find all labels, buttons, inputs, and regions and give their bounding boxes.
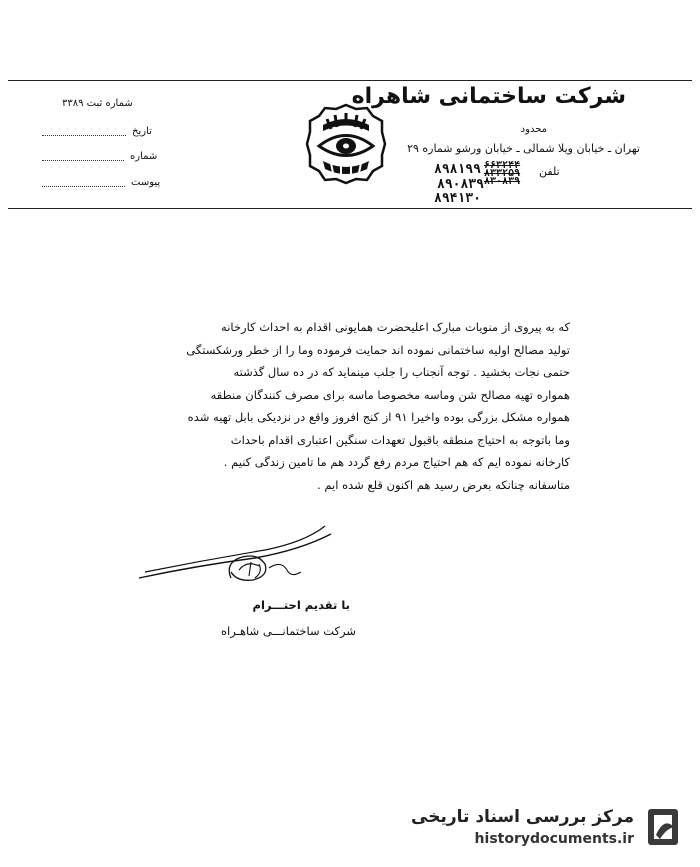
letter-line: متاسفانه چنانکه بعرض رسید هم اکنون قلع شده ایم .: [317, 477, 570, 492]
letter-line: حتمی نجات بخشید . توجه آنجناب را جلب مینماید که در ده سال گذشته: [233, 365, 570, 379]
company-address: تهران ـ خیابان ویلا شمالی ـ خیابان ورشو شماره ۲۹: [407, 142, 640, 155]
letter-line: تولید مصالح اولیه ساختمانی نموده اند حمایت فرموده وما را از خطر ورشکستگی: [186, 342, 570, 357]
letter-line: وما باتوجه به احتیاج منطقه باقبول تعهدات سنگین اعتباری اقدام باحداث: [230, 432, 570, 447]
registration-number: شماره ثبت ۳۳۸۹: [62, 98, 133, 109]
letter-line: همواره تهیه مصالح شن وماسه مخصوصا ماسه برای مصرف کنندگان منطقه: [210, 387, 570, 402]
number-label: شماره: [130, 151, 158, 162]
company-name: شرکت ساختمانی شاهراه: [351, 84, 626, 109]
phone-struck-2: ۸۳۳۲۵۹: [484, 168, 521, 179]
letter-body: [120, 316, 570, 496]
closing-company: شرکت ساختمانـــی شاهـراه: [221, 624, 356, 638]
letter-line: همواره مشکل بزرگی بوده واخیرا ۹۱ از کنج افروز واقع در نزدیکی بابل تهیه شده: [187, 410, 570, 424]
top-rule: [8, 80, 692, 81]
number-field: [42, 160, 124, 161]
watermark-url: historydocuments.ir: [474, 831, 634, 847]
phone-1: ۸۹۸۱۹۹: [434, 162, 481, 177]
phone-struck-1: ۶۶۳۲۴۴: [484, 160, 521, 171]
company-emblem-icon: [305, 103, 387, 185]
attachment-label: پیوست: [131, 177, 161, 188]
date-label: تاریخ: [132, 126, 152, 137]
phone-label: تلفن: [539, 165, 560, 178]
watermark: [411, 805, 686, 849]
phone-2: ۸۹۰۸۳۹: [437, 177, 484, 192]
attachment-field: [42, 186, 125, 187]
letter-line: که به پیروی از منویات مبارک اعلیحضرت همایونی اقدام به احداث کارخانه: [221, 320, 570, 334]
company-ltd: محدود: [520, 124, 547, 135]
phone-3: ۸۹۴۱۳۰: [434, 191, 481, 206]
letter-line: کارخانه نموده ایم که هم احتیاج مردم رفع گردد هم ما تامین زندگی کنیم .: [223, 455, 570, 469]
watermark-title: مرکز بررسی اسناد تاریخی: [411, 807, 634, 827]
document-logo-icon: [642, 805, 686, 849]
phone-struck-3: ۸۳۰۸۳۹: [484, 176, 521, 187]
date-field: [42, 135, 126, 136]
handwritten-signature: [135, 520, 335, 590]
letterhead-rule: [8, 208, 692, 209]
closing-greeting: با تقدیم احتـــرام: [252, 598, 350, 612]
